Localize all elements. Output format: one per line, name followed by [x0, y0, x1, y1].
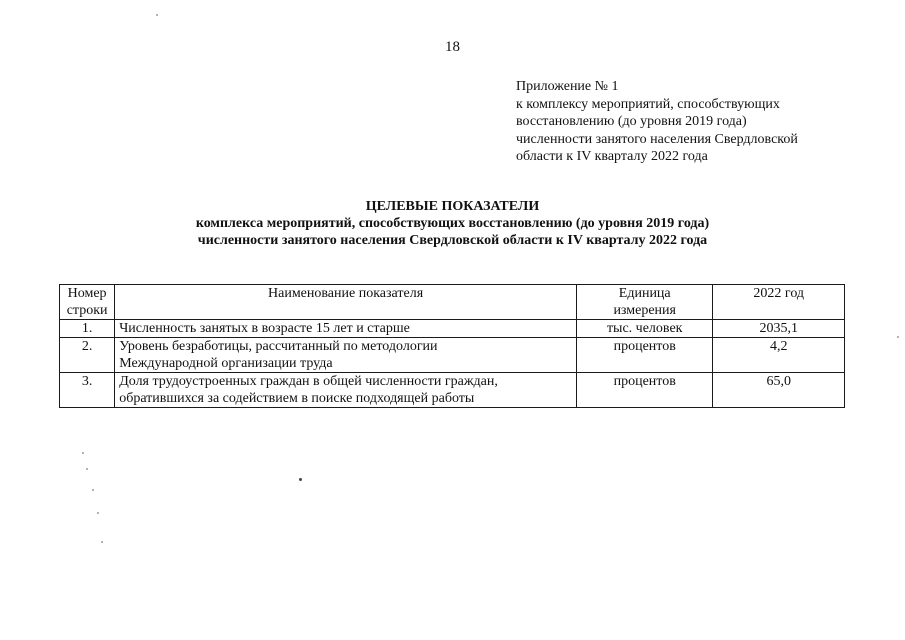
header-year — [713, 285, 845, 320]
row-value: 4,2 — [713, 338, 845, 373]
scan-speck — [101, 541, 103, 543]
row-indicator-name — [115, 338, 577, 373]
scan-speck — [299, 478, 302, 481]
row-indicator-name-line: Международной организации труда — [119, 356, 333, 371]
header-number — [60, 285, 115, 320]
row-unit: процентов — [576, 373, 713, 408]
row-unit: процентов — [576, 338, 713, 373]
indicators-table — [59, 284, 845, 408]
scan-speck — [86, 468, 88, 470]
appendix-line: области к IV кварталу 2022 года — [516, 149, 708, 164]
header-unit-line: измерения — [613, 303, 676, 318]
header-number-line: Номер — [67, 286, 107, 301]
document-heading — [0, 198, 905, 249]
header-unit-line: Единица — [618, 286, 671, 301]
row-indicator-name-line: Доля трудоустроенных граждан в общей численности граждан, — [119, 374, 498, 389]
row-value: 65,0 — [713, 373, 845, 408]
appendix-line: Приложение № 1 — [516, 79, 619, 94]
page-number: 18 — [445, 39, 460, 55]
row-number: 1. — [60, 320, 115, 338]
appendix-line: численности занятого населения Свердловской — [516, 131, 798, 147]
appendix-note — [516, 78, 798, 166]
appendix-line: восстановлению (до уровня 2019 года) — [516, 114, 747, 129]
scan-speck — [97, 512, 99, 514]
row-number: 3. — [60, 373, 115, 408]
header-name — [115, 285, 577, 320]
row-indicator-name — [115, 373, 577, 408]
row-indicator-name-line: Численность занятых в возрасте 15 лет и старше — [119, 321, 410, 336]
row-indicator-name — [115, 320, 577, 338]
document-subtitle-line: численности занятого населения Свердловской области к IV кварталу 2022 года — [197, 233, 708, 248]
row-unit: тыс. человек — [576, 320, 713, 338]
scan-speck — [82, 452, 84, 454]
header-unit — [576, 285, 713, 320]
row-number: 2. — [60, 338, 115, 373]
row-indicator-name-line: обратившихся за содействием в поиске подходящей работы — [119, 391, 475, 406]
header-name-label: Наименование показателя — [268, 286, 424, 301]
row-value: 2035,1 — [713, 320, 845, 338]
scan-speck — [156, 14, 158, 16]
table-row — [60, 338, 845, 373]
appendix-line: к комплексу мероприятий, способствующих — [516, 96, 780, 112]
document-title: ЦЕЛЕВЫЕ ПОКАЗАТЕЛИ — [365, 199, 540, 214]
document-subtitle-line: комплекса мероприятий, способствующих восстановлению (до уровня 2019 года) — [195, 216, 710, 231]
table-header-row — [60, 285, 845, 320]
row-indicator-name-line: Уровень безработицы, рассчитанный по методологии — [119, 339, 438, 354]
scan-speck — [897, 336, 899, 338]
table-row — [60, 373, 845, 408]
scan-speck — [92, 489, 94, 491]
header-year-label: 2022 год — [753, 286, 805, 301]
header-number-line: строки — [66, 303, 108, 318]
table-row — [60, 320, 845, 338]
